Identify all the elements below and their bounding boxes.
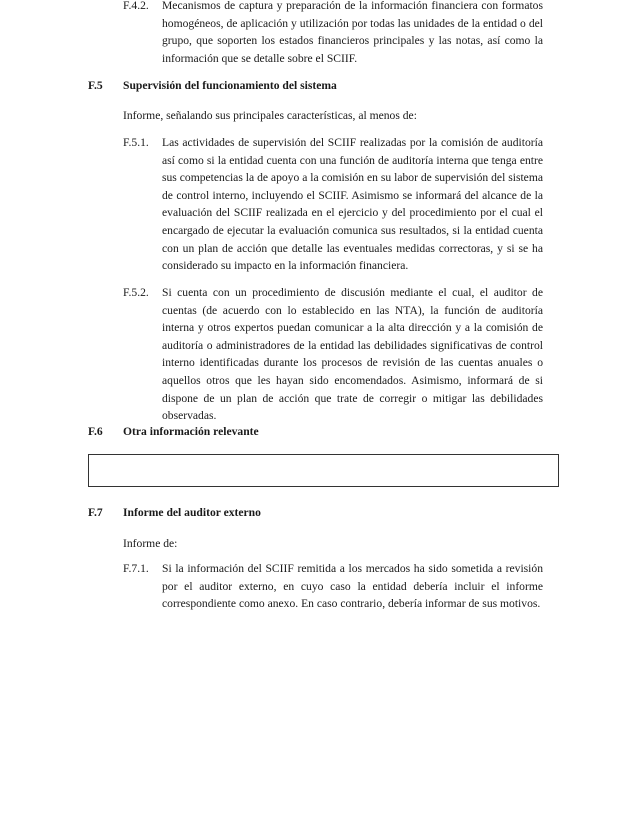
item-number-f71: F.7.1. (123, 562, 149, 575)
item-number-f42: F.4.2. (123, 0, 149, 12)
section-title-f5: Supervisión del funcionamiento del sistema (123, 79, 337, 92)
item-number-f52: F.5.2. (123, 286, 149, 299)
section-number-f6: F.6 (88, 425, 103, 438)
item-text-f51: Las actividades de supervisión del SCIIF realizadas por la comisión de auditoría así como si la entidad cuenta con una función de auditoría interna que tenga entre sus competencias la de apoyo a la comisión en su labor de supervisión del sistema de control interno, incluyendo el SCIIF. Asimismo se informará del alcance de la evaluación del SCIIF realizada en el ejercicio y del procedimiento por el cual el encargado de ejecutar la evaluación comunica sus resultados, si la entidad cuenta con un plan de acción que detalle las eventuales medidas correctoras, y si se ha considerado su impacto en la información financiera. (162, 136, 543, 273)
section-number-f5: F.5 (88, 79, 103, 92)
item-text-f52: Si cuenta con un procedimiento de discusión mediante el cual, el auditor de cuentas (de acuerdo con lo establecido en las NTA), la función de auditoría interna y otros expertos puedan comunicar a la alta dirección y a la comisión de auditoría o administradores de la entidad las debilidades significativas de control interno identificadas durante los procesos de revisión de las cuentas anuales o aquellos otros que les hayan sido encomendados. Asimismo, informará de si dispone de un plan de acción que trate de corregir o mitigar las debilidades observadas. (162, 286, 543, 423)
section-number-f7: F.7 (88, 506, 103, 519)
section-intro-f5: Informe, señalando sus principales características, al menos de: (123, 109, 417, 122)
item-number-f51: F.5.1. (123, 136, 149, 149)
section-intro-f7: Informe de: (123, 537, 178, 550)
item-text-f71: Si la información del SCIIF remitida a los mercados ha sido sometida a revisión por el auditor externo, en cuyo caso la entidad debería incluir el informe correspondiente como anexo. En caso contrario, debería informar de sus motivos. (162, 562, 543, 611)
other-info-box (88, 454, 559, 487)
section-title-f7: Informe del auditor externo (123, 506, 261, 519)
item-text-f42: Mecanismos de captura y preparación de la información financiera con formatos homogéneos, de aplicación y utilización por todas las unidades de la entidad o del grupo, que soporten los estados financieros principales y las notas, así como la información que se detalle sobre el SCIIF. (162, 0, 543, 65)
section-title-f6: Otra información relevante (123, 425, 259, 438)
